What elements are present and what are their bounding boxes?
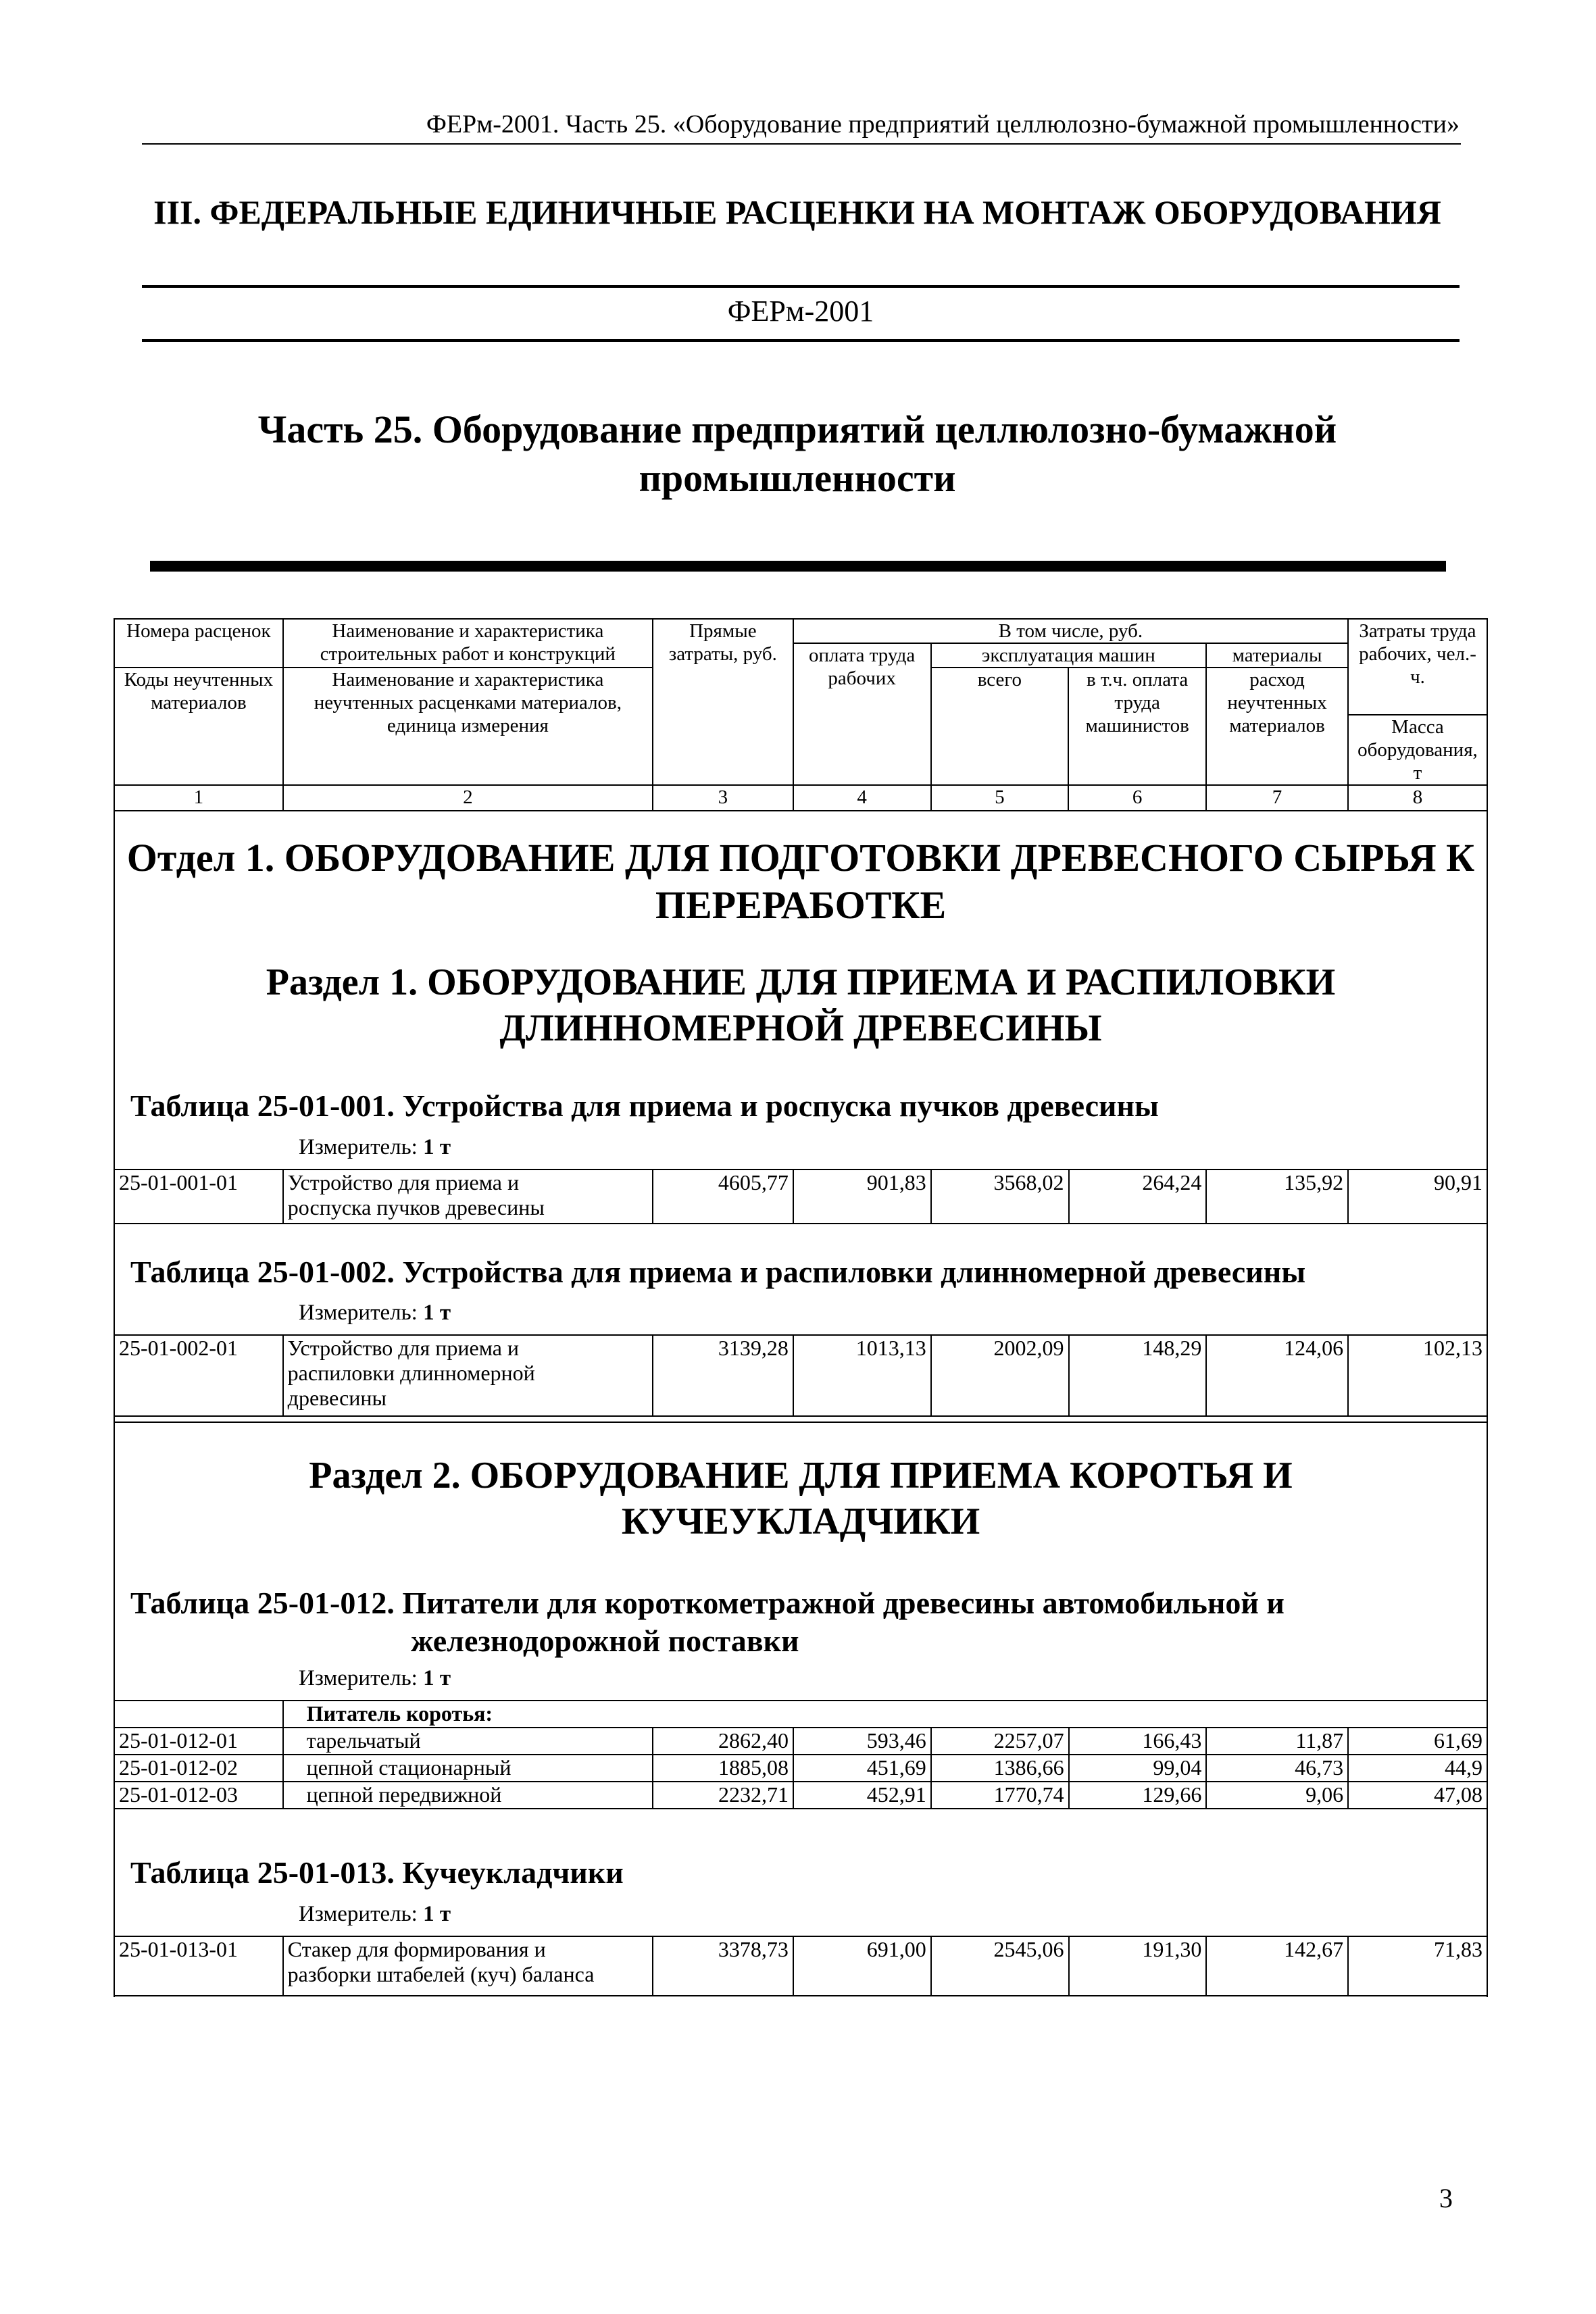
header-labor-cost: Затраты труда рабочих, чел.-ч. (1348, 619, 1487, 715)
division-heading-line1: Отдел 1. ОБОРУДОВАНИЕ ДЛЯ ПОДГОТОВКИ ДРЕВЕСНОГО СЫРЬЯ К (126, 836, 1475, 880)
part-title-line2: промышленности (639, 456, 956, 500)
labor-cost: 61,69 (1348, 1728, 1487, 1755)
work-name-line: Устройство для приема и (287, 1170, 520, 1194)
header-rate-numbers: Номера расценок (114, 619, 283, 668)
materials: 124,06 (1206, 1335, 1348, 1416)
labor-cost: 71,83 (1348, 1936, 1487, 1996)
machines-total: 1770,74 (931, 1782, 1069, 1809)
machinist-pay: 166,43 (1069, 1728, 1207, 1755)
header-machinist-pay: в т.ч. оплата труда машинистов (1068, 668, 1206, 785)
table-013-meter (299, 1902, 451, 1927)
table-001-title: Таблица 25-01-001. Устройства для приема и роспуска пучков древесины (130, 1088, 1159, 1123)
table-012-title (130, 1584, 1455, 1660)
rate-code: 25-01-002-01 (114, 1335, 283, 1416)
table-012-title-line1: Таблица 25-01-012. Питатели для короткометражной древесины автомобильной и (130, 1586, 1285, 1620)
header-machines-total: всего (931, 668, 1069, 785)
header-materials: материалы (1206, 643, 1348, 668)
machinist-pay: 264,24 (1069, 1169, 1207, 1224)
machinist-pay: 191,30 (1069, 1936, 1207, 1996)
header-direct-costs: Прямые затраты, руб. (653, 619, 793, 785)
section2-heading-line2: КУЧЕУКЛАДЧИКИ (621, 1501, 980, 1542)
work-name (283, 1335, 653, 1416)
meter-label: Измеритель: (299, 1135, 418, 1159)
meter-label: Измеритель: (299, 1902, 418, 1926)
table-013-title: Таблица 25-01-013. Кучеукладчики (130, 1855, 624, 1890)
header-equipment-mass: Масса оборудования, т (1348, 715, 1487, 785)
labor-cost: 44,9 (1348, 1755, 1487, 1782)
work-name-line: разборки штабелей (куч) баланса (287, 1962, 595, 1986)
table-012-title-line2: железнодорожной поставки (411, 1624, 799, 1658)
group-row (114, 1701, 1487, 1728)
col-num: 8 (1348, 785, 1487, 811)
table-row (114, 1728, 1487, 1755)
header-unaccounted-materials: расход неучтенных материалов (1206, 668, 1348, 785)
running-head: ФЕРм-2001. Часть 25. «Оборудование предприятий целлюлозно-бумажной промышленности» (426, 110, 1460, 139)
division-heading (115, 834, 1487, 929)
worker-pay: 451,69 (793, 1755, 931, 1782)
header-machines: эксплуатация машин (931, 643, 1207, 668)
rate-code: 25-01-012-02 (114, 1755, 283, 1782)
table-001-rows (114, 1169, 1488, 1224)
table-012-meter (299, 1666, 451, 1691)
worker-pay: 593,46 (793, 1728, 931, 1755)
col-num: 1 (114, 785, 283, 811)
worker-pay: 691,00 (793, 1936, 931, 1996)
part-title (135, 405, 1460, 503)
code-rule-top (142, 285, 1460, 288)
labor-cost: 102,13 (1348, 1335, 1487, 1416)
work-name (283, 1169, 653, 1224)
rate-code: 25-01-013-01 (114, 1936, 283, 1996)
machines-total: 2545,06 (931, 1936, 1069, 1996)
header-unaccounted-codes: Коды неучтенных материалов (114, 668, 283, 785)
table-002-meter (299, 1301, 451, 1326)
section1-heading (115, 959, 1487, 1051)
meter-unit: 1 т (423, 1301, 451, 1325)
rate-code: 25-01-012-03 (114, 1782, 283, 1809)
direct-costs: 3378,73 (653, 1936, 793, 1996)
work-name-line: роспуска пучков древесины (287, 1195, 545, 1219)
machinist-pay: 148,29 (1069, 1335, 1207, 1416)
materials: 142,67 (1206, 1936, 1348, 1996)
work-name: цепной передвижной (283, 1782, 653, 1809)
col-num: 6 (1068, 785, 1206, 811)
direct-costs: 1885,08 (653, 1755, 793, 1782)
direct-costs: 2232,71 (653, 1782, 793, 1809)
header-unaccounted-name: Наименование и характеристика неучтенных расценками материалов, единица измерения (283, 668, 653, 785)
meter-unit: 1 т (423, 1902, 451, 1926)
col-num: 5 (931, 785, 1069, 811)
meter-unit: 1 т (423, 1135, 451, 1159)
table-row (114, 1782, 1487, 1809)
table-row (114, 1936, 1487, 1996)
meter-label: Измеритель: (299, 1301, 418, 1325)
materials: 46,73 (1206, 1755, 1348, 1782)
work-name: цепной стационарный (283, 1755, 653, 1782)
rate-code: 25-01-012-01 (114, 1728, 283, 1755)
meter-unit: 1 т (423, 1666, 451, 1690)
header-work-name: Наименование и характеристика строительных работ и конструкций (283, 619, 653, 668)
labor-cost: 47,08 (1348, 1782, 1487, 1809)
materials: 11,87 (1206, 1728, 1348, 1755)
machinist-pay: 99,04 (1069, 1755, 1207, 1782)
table-row (114, 1755, 1487, 1782)
work-name-line: Устройство для приема и (287, 1336, 520, 1360)
direct-costs: 3139,28 (653, 1335, 793, 1416)
section-separator (114, 1422, 1488, 1423)
work-name-line: древесины (287, 1386, 387, 1410)
worker-pay: 452,91 (793, 1782, 931, 1809)
header-worker-pay: оплата труда рабочих (793, 643, 931, 785)
table-001-meter (299, 1135, 451, 1160)
machinist-pay: 129,66 (1069, 1782, 1207, 1809)
group-label: Питатель коротья: (283, 1701, 1487, 1728)
work-name-line: Стакер для формирования и (287, 1937, 546, 1961)
materials: 9,06 (1206, 1782, 1348, 1809)
col-num: 7 (1206, 785, 1348, 811)
work-name: тарельчатый (283, 1728, 653, 1755)
code-rule-bottom (142, 339, 1460, 342)
part-title-line1: Часть 25. Оборудование предприятий целлюлозно-бумажной (257, 407, 1337, 451)
section-heading: III. ФЕДЕРАЛЬНЫЕ ЕДИНИЧНЫЕ РАСЦЕНКИ НА МОНТАЖ ОБОРУДОВАНИЯ (153, 193, 1441, 231)
col-num: 2 (283, 785, 653, 811)
document-code: ФЕРм-2001 (727, 295, 874, 328)
worker-pay: 1013,13 (793, 1335, 931, 1416)
machines-total: 2257,07 (931, 1728, 1069, 1755)
page-number: 3 (1439, 2183, 1453, 2213)
work-name (283, 1936, 653, 1996)
table-002-title: Таблица 25-01-002. Устройства для приема и распиловки длинномерной древесины (130, 1255, 1306, 1289)
table-002-rows (114, 1334, 1488, 1417)
machines-total: 2002,09 (931, 1335, 1069, 1416)
running-head-rule (142, 143, 1461, 145)
division-heading-line2: ПЕРЕРАБОТКЕ (655, 883, 947, 927)
meter-label: Измеритель: (299, 1666, 418, 1690)
work-name-line: распиловки длинномерной (287, 1361, 535, 1385)
machines-total: 1386,66 (931, 1755, 1069, 1782)
materials: 135,92 (1206, 1169, 1348, 1224)
machines-total: 3568,02 (931, 1169, 1069, 1224)
worker-pay: 901,83 (793, 1169, 931, 1224)
table-row (114, 1169, 1487, 1224)
section2-heading-line1: Раздел 2. ОБОРУДОВАНИЕ ДЛЯ ПРИЕМА КОРОТЬЯ И (309, 1455, 1293, 1496)
decorative-rule (150, 561, 1446, 572)
labor-cost: 90,91 (1348, 1169, 1487, 1224)
section1-heading-line1: Раздел 1. ОБОРУДОВАНИЕ ДЛЯ ПРИЕМА И РАСПИЛОВКИ (266, 961, 1336, 1003)
group-code-cell (114, 1701, 283, 1728)
table-012-rows (114, 1700, 1488, 1809)
section1-heading-line2: ДЛИННОМЕРНОЙ ДРЕВЕСИНЫ (499, 1007, 1102, 1049)
table-row (114, 1335, 1487, 1416)
col-num: 4 (793, 785, 931, 811)
table-013-rows (114, 1936, 1488, 1996)
direct-costs: 4605,77 (653, 1169, 793, 1224)
direct-costs: 2862,40 (653, 1728, 793, 1755)
section2-heading (115, 1453, 1487, 1544)
header-including: В том числе, руб. (793, 619, 1348, 643)
col-num: 3 (653, 785, 793, 811)
column-header-table (114, 618, 1488, 811)
rate-code: 25-01-001-01 (114, 1169, 283, 1224)
